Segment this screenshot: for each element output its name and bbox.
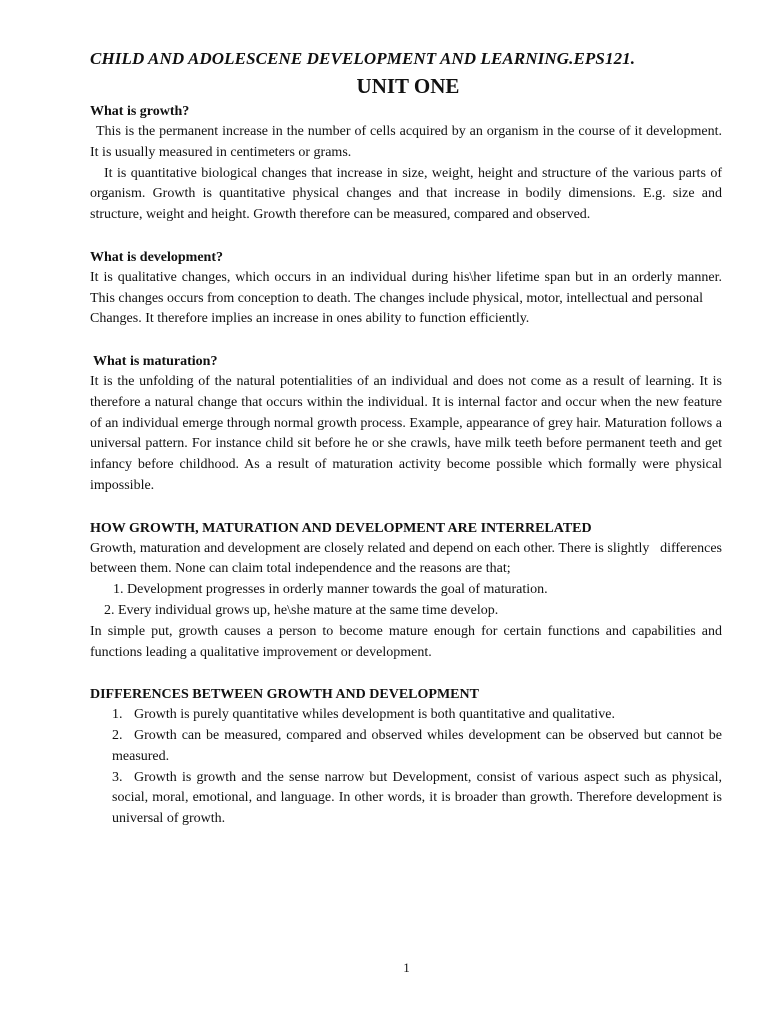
maturation-section xyxy=(90,351,722,497)
development-section xyxy=(90,247,722,330)
growth-section xyxy=(90,101,722,226)
maturation-paragraph: It is the unfolding of the natural potentialities of an individual and does not come as a result of learning. It is therefore a natural change that occurs within the individual. It is internal factor and occur when the new feature of an individual emerge through normal growth process. Example, appearance of grey hair. Maturation follows a universal pattern. For instance child sit before he or she crawls, have milk teeth before permanent teeth and get infancy before childhood. As a result of maturation activity become possible which formally were physical impossible. xyxy=(90,373,722,493)
unit-title: UNIT ONE xyxy=(356,74,460,98)
list-item: 2. Every individual grows up, he\she mature at the same time develop. xyxy=(104,602,499,618)
spacer xyxy=(90,497,722,518)
spacer xyxy=(90,330,722,351)
differences-section xyxy=(90,684,722,830)
list-text: Growth can be measured, compared and observed whiles development can be observed but cannot be measured. xyxy=(112,727,722,764)
differences-heading: DIFFERENCES BETWEEN GROWTH AND DEVELOPMENT xyxy=(90,687,479,703)
interrelated-list xyxy=(90,580,722,622)
interrelated-section xyxy=(90,518,726,664)
document-page xyxy=(90,47,726,830)
list-item: 1. Development progresses in orderly manner towards the goal of maturation. xyxy=(113,582,548,598)
growth-paragraph-1: This is the permanent increase in the number of cells acquired by an organism in the course of it development. It is usually measured in centimeters or grams. xyxy=(90,124,722,160)
list-item xyxy=(90,726,722,768)
growth-paragraph-2: It is quantitative biological changes that increase in size, weight, height and structure of the various parts of organism. Growth is quantitative physical changes and that increase in bodily dimensions. E.g. size and structure, weight and height. Growth therefore can be measured, compared and observed. xyxy=(90,165,722,223)
growth-heading: What is growth? xyxy=(90,104,190,119)
interrelated-heading: HOW GROWTH, MATURATION AND DEVELOPMENT ARE INTERRELATED xyxy=(90,520,592,536)
list-number: 2. xyxy=(112,727,123,743)
differences-list xyxy=(90,705,722,830)
interrelated-intro: Growth, maturation and development are closely related and depend on each other. There is slightly differences between them. None can claim total independence and the reasons are that; xyxy=(90,540,726,577)
development-paragraph-1: It is qualitative changes, which occurs in an individual during his\her lifetime span but in an orderly manner. This changes occurs from conception to death. The changes include physical, motor, intellectual and personal xyxy=(90,269,722,306)
interrelated-conclusion: In simple put, growth causes a person to become mature enough for certain functions and capabilities and functions leading a qualitative improvement or development. xyxy=(90,623,722,660)
page-number: 1 xyxy=(403,960,410,975)
list-number: 3. xyxy=(112,769,123,785)
maturation-heading: What is maturation? xyxy=(93,353,218,369)
development-heading: What is development? xyxy=(90,249,223,265)
list-text: Growth is growth and the sense narrow but Development, consist of various aspect such as physical, social, moral, emotional, and language. In other words, it is broader than growth. Therefore development is universal of growth. xyxy=(112,769,722,827)
list-number: 1. xyxy=(112,707,123,723)
document-title: CHILD AND ADOLESCENE DEVELOPMENT AND LEARNING.EPS121. xyxy=(90,49,636,68)
spacer xyxy=(90,226,722,247)
list-item xyxy=(90,768,722,830)
list-text: Growth is purely quantitative whiles development is both quantitative and qualitative. xyxy=(134,707,615,723)
list-item xyxy=(90,705,722,726)
spacer xyxy=(90,663,722,684)
development-paragraph-2: Changes. It therefore implies an increase in ones ability to function efficiently. xyxy=(90,311,530,327)
